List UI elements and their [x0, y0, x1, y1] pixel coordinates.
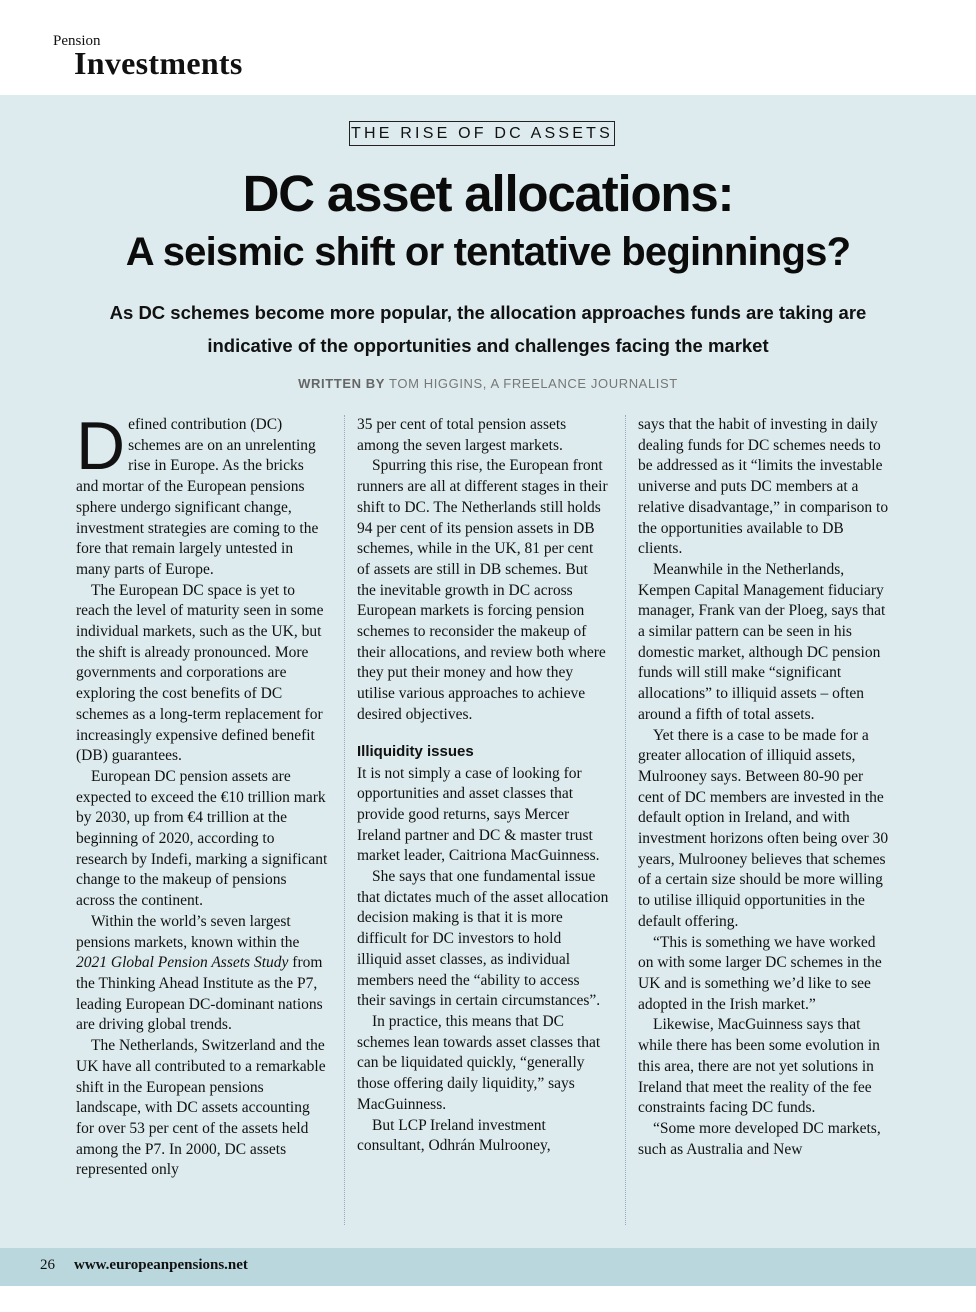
body-paragraph: Defined contribution (DC) schemes are on an unrelenting rise in Europe. As the bricks and mortar of the European pensions sphere undergo significant change, investment strategies are coming to the fore that remain largely untested in many parts of Europe.	[76, 415, 319, 578]
byline-label: WRITTEN BY	[298, 376, 386, 391]
article-standfirst: As DC schemes become more popular, the allocation approaches funds are taking are indicative of the opportunities and challenges facing the market	[109, 302, 867, 356]
study-title: 2021 Global Pension Assets Study	[76, 954, 289, 972]
body-paragraph: says that the habit of investing in daily dealing funds for DC schemes needs to be addressed as it “limits the investable universe and puts DC members at a relative disadvantage,” in comparison to the opportunities available to DB clients.	[638, 416, 889, 558]
masthead-section-small: Pension	[53, 33, 101, 49]
column-divider	[344, 415, 345, 1225]
body-paragraph: Yet there is a case to be made for a greater allocation of illiquid assets, Mulrooney says. Between 80-90 per cent of DC members are invested in the default option in Ireland, and with investment horizons often being over 30 years, Mulrooney believes that schemes of a certain size should be more willing to utilise illiquid opportunities in the default offering.	[638, 726, 889, 930]
body-paragraph: The European DC space is yet to reach the level of maturity seen in some individual markets, such as the UK, but the shift is already pronounced. More governments and corporations are exploring the cost benefits of DC schemes as a long-term replacement for increasingly expensive defined benefit (DB) guarantees.	[76, 581, 324, 765]
body-paragraph: European DC pension assets are expected to exceed the €10 trillion mark by 2030, up from €4 trillion at the beginning of 2020, according to research by Indefi, marking a significant change to the makeup of pensions across the continent.	[76, 767, 328, 910]
body-paragraph: It is not simply a case of looking for opportunities and asset classes that provide good returns, says Mercer Ireland partner and DC & master trust market leader, Caitriona MacGuinness.	[357, 764, 600, 865]
body-paragraph: 35 per cent of total pension assets among the seven largest markets.	[357, 416, 567, 454]
article-column-2	[357, 415, 609, 1225]
article-kicker: THE RISE OF DC ASSETS	[349, 121, 615, 146]
section-heading: Illiquidity issues	[357, 742, 474, 760]
page-number: 26	[40, 1257, 55, 1273]
masthead-section-title: Investments	[74, 45, 243, 81]
body-paragraph: “Some more developed DC markets, such as Australia and New	[638, 1119, 881, 1158]
body-paragraph: In practice, this means that DC schemes lean towards asset classes that can be liquidated quickly, “generally those offering daily liquidity,” says MacGuinness.	[357, 1012, 601, 1113]
body-paragraph: But LCP Ireland investment consultant, Odhrán Mulrooney,	[357, 1116, 551, 1155]
body-paragraph: The Netherlands, Switzerland and the UK have all contributed to a remarkable shift in the European pensions landscape, with DC assets accounting for over 53 per cent of the assets held among the P7. In 2000, DC assets represented only	[76, 1037, 326, 1179]
body-paragraph: Meanwhile in the Netherlands, Kempen Capital Management fiduciary manager, Frank van der Ploeg, says that a similar pattern can be seen in his domestic market, although DC pension funds will still make “significant allocations” to illiquid assets – often around a fifth of total assets.	[638, 560, 886, 723]
article-title-line1: DC asset allocations:	[242, 165, 734, 222]
masthead	[0, 0, 976, 95]
body-paragraph: “This is something we have worked on with some larger DC schemes in the UK and is something we’d like to see adopted in the Irish market.”	[638, 933, 882, 1013]
body-paragraph: Spurring this rise, the European front runners are all at different stages in their shift to DC. The Netherlands still holds 94 per cent of its pension assets in DB schemes, while in the UK, 81 per cent of assets are still in DB schemes. But the inevitable growth in DC across European markets is forcing pension schemes to reconsider the makeup of their allocations, and review both where they put their money and how they utilise various approaches to achieve desired objectives.	[357, 457, 608, 723]
column-divider	[625, 415, 626, 1225]
article-byline	[0, 376, 976, 391]
body-paragraph: Likewise, MacGuinness says that while there has been some evolution in this area, there are not yet solutions in Ireland that meet the reality of the fee constraints facing DC funds.	[638, 1016, 880, 1117]
website-link[interactable]: www.europeanpensions.net	[74, 1257, 248, 1273]
article-title-line2: A seismic shift or tentative beginnings?	[125, 230, 851, 274]
byline-author: TOM HIGGINS, A FREELANCE JOURNALIST	[389, 376, 678, 391]
drop-cap: D	[76, 415, 126, 484]
article-column-1	[76, 415, 328, 1225]
article-column-3	[638, 415, 890, 1225]
body-paragraph: She says that one fundamental issue that dictates much of the asset allocation decision making is that it is more difficult for DC investors to hold illiquid asset classes, as individual members need the “ability to access their savings in certain circumstances”.	[357, 868, 609, 1010]
body-paragraph: Within the world’s seven largest pensions markets, known within the 2021 Global Pension Assets Study from the Thinking Ahead Institute as the P7, leading European DC-dominant nations are driving global trends.	[76, 912, 323, 1034]
